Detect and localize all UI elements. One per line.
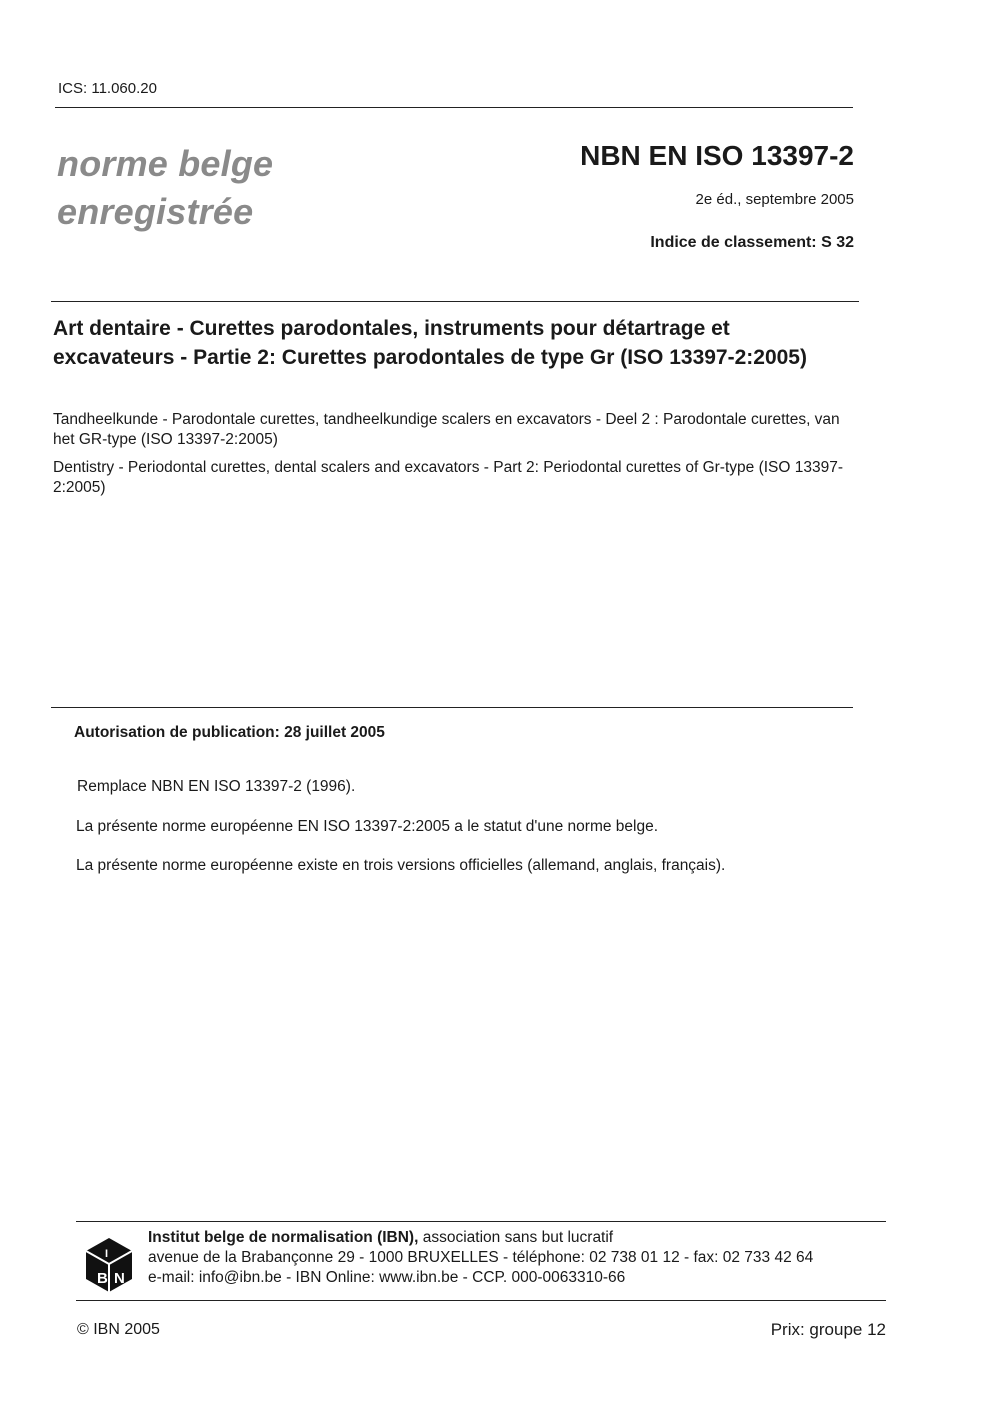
replaces-note: Remplace NBN EN ISO 13397-2 (1996). — [77, 778, 356, 795]
publication-authorisation: Autorisation de publication: 28 juillet 2005 — [74, 724, 385, 741]
classification-index: Indice de classement: S 32 — [650, 234, 854, 251]
price-group: Prix: groupe 12 — [770, 1320, 886, 1339]
title-french: Art dentaire - Curettes parodontales, instruments pour détartrage et excavateurs - Partie 2: Curettes parodontales de type Gr (ISO 13397-2:2005) — [53, 317, 807, 369]
institute-address: avenue de la Brabançonne 29 - 1000 BRUXELLES - téléphone: 02 738 01 12 - fax: 02 733 42 64 — [148, 1249, 814, 1266]
norme-belge-heading — [57, 140, 273, 236]
institute-type: association sans but lucratif — [418, 1229, 614, 1246]
ibn-logo — [84, 1236, 134, 1294]
footer-bottom-divider — [76, 1300, 886, 1301]
logo-letter-i: I — [105, 1248, 109, 1260]
footer-top-divider — [76, 1221, 886, 1222]
status-note: La présente norme européenne EN ISO 13397-2:2005 a le statut d'une norme belge. — [76, 818, 659, 835]
ics-code: ICS: 11.060.20 — [58, 80, 157, 97]
title-divider — [51, 301, 859, 302]
institute-contact: e-mail: info@ibn.be - IBN Online: www.ibn.be - CCP. 000-0063310-66 — [148, 1269, 626, 1286]
norme-line-2: enregistrée — [57, 191, 254, 232]
copyright: © IBN 2005 — [77, 1321, 160, 1338]
body-divider — [51, 707, 853, 708]
logo-letter-n: N — [114, 1270, 125, 1287]
norme-line-1: norme belge — [57, 143, 274, 184]
institute-block — [148, 1228, 813, 1288]
title-dutch: Tandheelkunde - Parodontale curettes, tandheelkundige scalers en excavators - Deel 2 : Parodontale curettes, van het GR-type (ISO 13397-2:2005) — [53, 411, 840, 448]
versions-note: La présente norme européenne existe en trois versions officielles (allemand, anglais, français). — [76, 857, 726, 874]
edition-date: 2e éd., septembre 2005 — [695, 191, 854, 208]
standard-reference: NBN EN ISO 13397-2 — [580, 140, 854, 171]
institute-name: Institut belge de normalisation (IBN), — [148, 1229, 419, 1246]
logo-letter-b: B — [97, 1270, 108, 1287]
top-divider — [55, 107, 853, 108]
title-english: Dentistry - Periodontal curettes, dental scalers and excavators - Part 2: Periodontal curettes of Gr-type (ISO 13397-2:2005) — [53, 459, 844, 496]
